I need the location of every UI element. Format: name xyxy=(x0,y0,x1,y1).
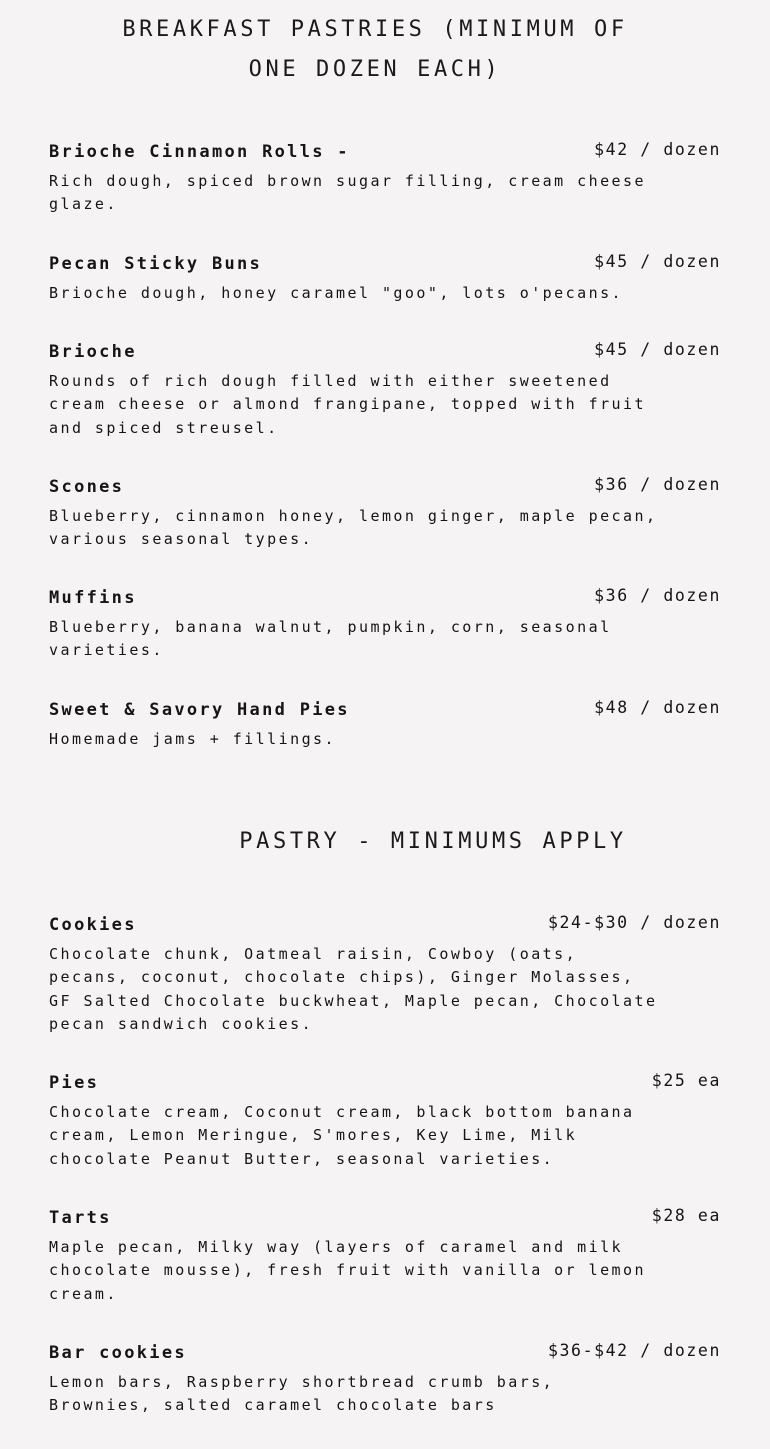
item-description: Lemon bars, Raspberry shortbread crumb bars, Brownies, salted caramel chocolate bars xyxy=(49,1373,555,1415)
item-name: Tarts xyxy=(49,1208,112,1228)
menu-item xyxy=(49,698,721,751)
menu-item xyxy=(49,252,721,305)
item-name: Cookies xyxy=(49,915,137,935)
item-description: Rounds of rich dough filled with either sweetened cream cheese or almond frangipane, topped with fruit and spiced streusel. xyxy=(49,372,646,437)
item-name: Brioche Cinnamon Rolls - xyxy=(49,142,350,162)
item-description: Brioche dough, honey caramel "goo", lots o'pecans. xyxy=(49,284,624,302)
item-price: $28 ea xyxy=(651,1206,721,1225)
item-description: Rich dough, spiced brown sugar filling, cream cheese glaze. xyxy=(49,172,646,214)
item-price: $42 / dozen xyxy=(594,140,721,159)
section-title-pastry: PASTRY - MINIMUMS APPLY xyxy=(239,829,627,854)
item-description: Blueberry, banana walnut, pumpkin, corn, seasonal varieties. xyxy=(49,618,612,660)
menu-item xyxy=(49,586,721,663)
menu-item xyxy=(49,1341,721,1418)
item-name: Sweet & Savory Hand Pies xyxy=(49,700,350,720)
menu-item xyxy=(49,475,721,552)
menu-item xyxy=(49,140,721,217)
item-name: Pecan Sticky Buns xyxy=(49,254,263,274)
item-description: Chocolate cream, Coconut cream, black bottom banana cream, Lemon Meringue, S'mores, Key Lime, Milk chocolate Peanut Butter, seasonal varieties. xyxy=(49,1103,635,1168)
item-price: $45 / dozen xyxy=(594,252,721,271)
item-description: Chocolate chunk, Oatmeal raisin, Cowboy (oats, pecans, coconut, chocolate chips), Ginger Molasses, GF Salted Chocolate buckwheat, Maple pecan, Chocolate pecan sandwich cookies. xyxy=(49,945,658,1034)
item-name: Bar cookies xyxy=(49,1343,187,1363)
item-description: Maple pecan, Milky way (layers of caramel and milk chocolate mousse), fresh fruit with vanilla or lemon cream. xyxy=(49,1238,646,1303)
item-name: Muffins xyxy=(49,588,137,608)
item-price: $36-$42 / dozen xyxy=(547,1341,721,1360)
item-name: Scones xyxy=(49,477,125,497)
item-price: $48 / dozen xyxy=(594,698,721,717)
item-description: Blueberry, cinnamon honey, lemon ginger, maple pecan, various seasonal types. xyxy=(49,507,658,549)
item-name: Brioche xyxy=(49,342,137,362)
item-price: $45 / dozen xyxy=(594,340,721,359)
item-price: $25 ea xyxy=(651,1071,721,1090)
item-price: $24-$30 / dozen xyxy=(547,913,721,932)
section-title-breakfast-pastries: BREAKFAST PASTRIES (MINIMUM OF ONE DOZEN EACH) xyxy=(122,17,628,82)
menu-item xyxy=(49,1071,721,1171)
item-description: Homemade jams + fillings. xyxy=(49,730,337,748)
item-name: Pies xyxy=(49,1073,100,1093)
menu-item xyxy=(49,340,721,440)
item-price: $36 / dozen xyxy=(594,586,721,605)
menu-item xyxy=(49,913,721,1037)
item-price: $36 / dozen xyxy=(594,475,721,494)
menu-item xyxy=(49,1206,721,1306)
